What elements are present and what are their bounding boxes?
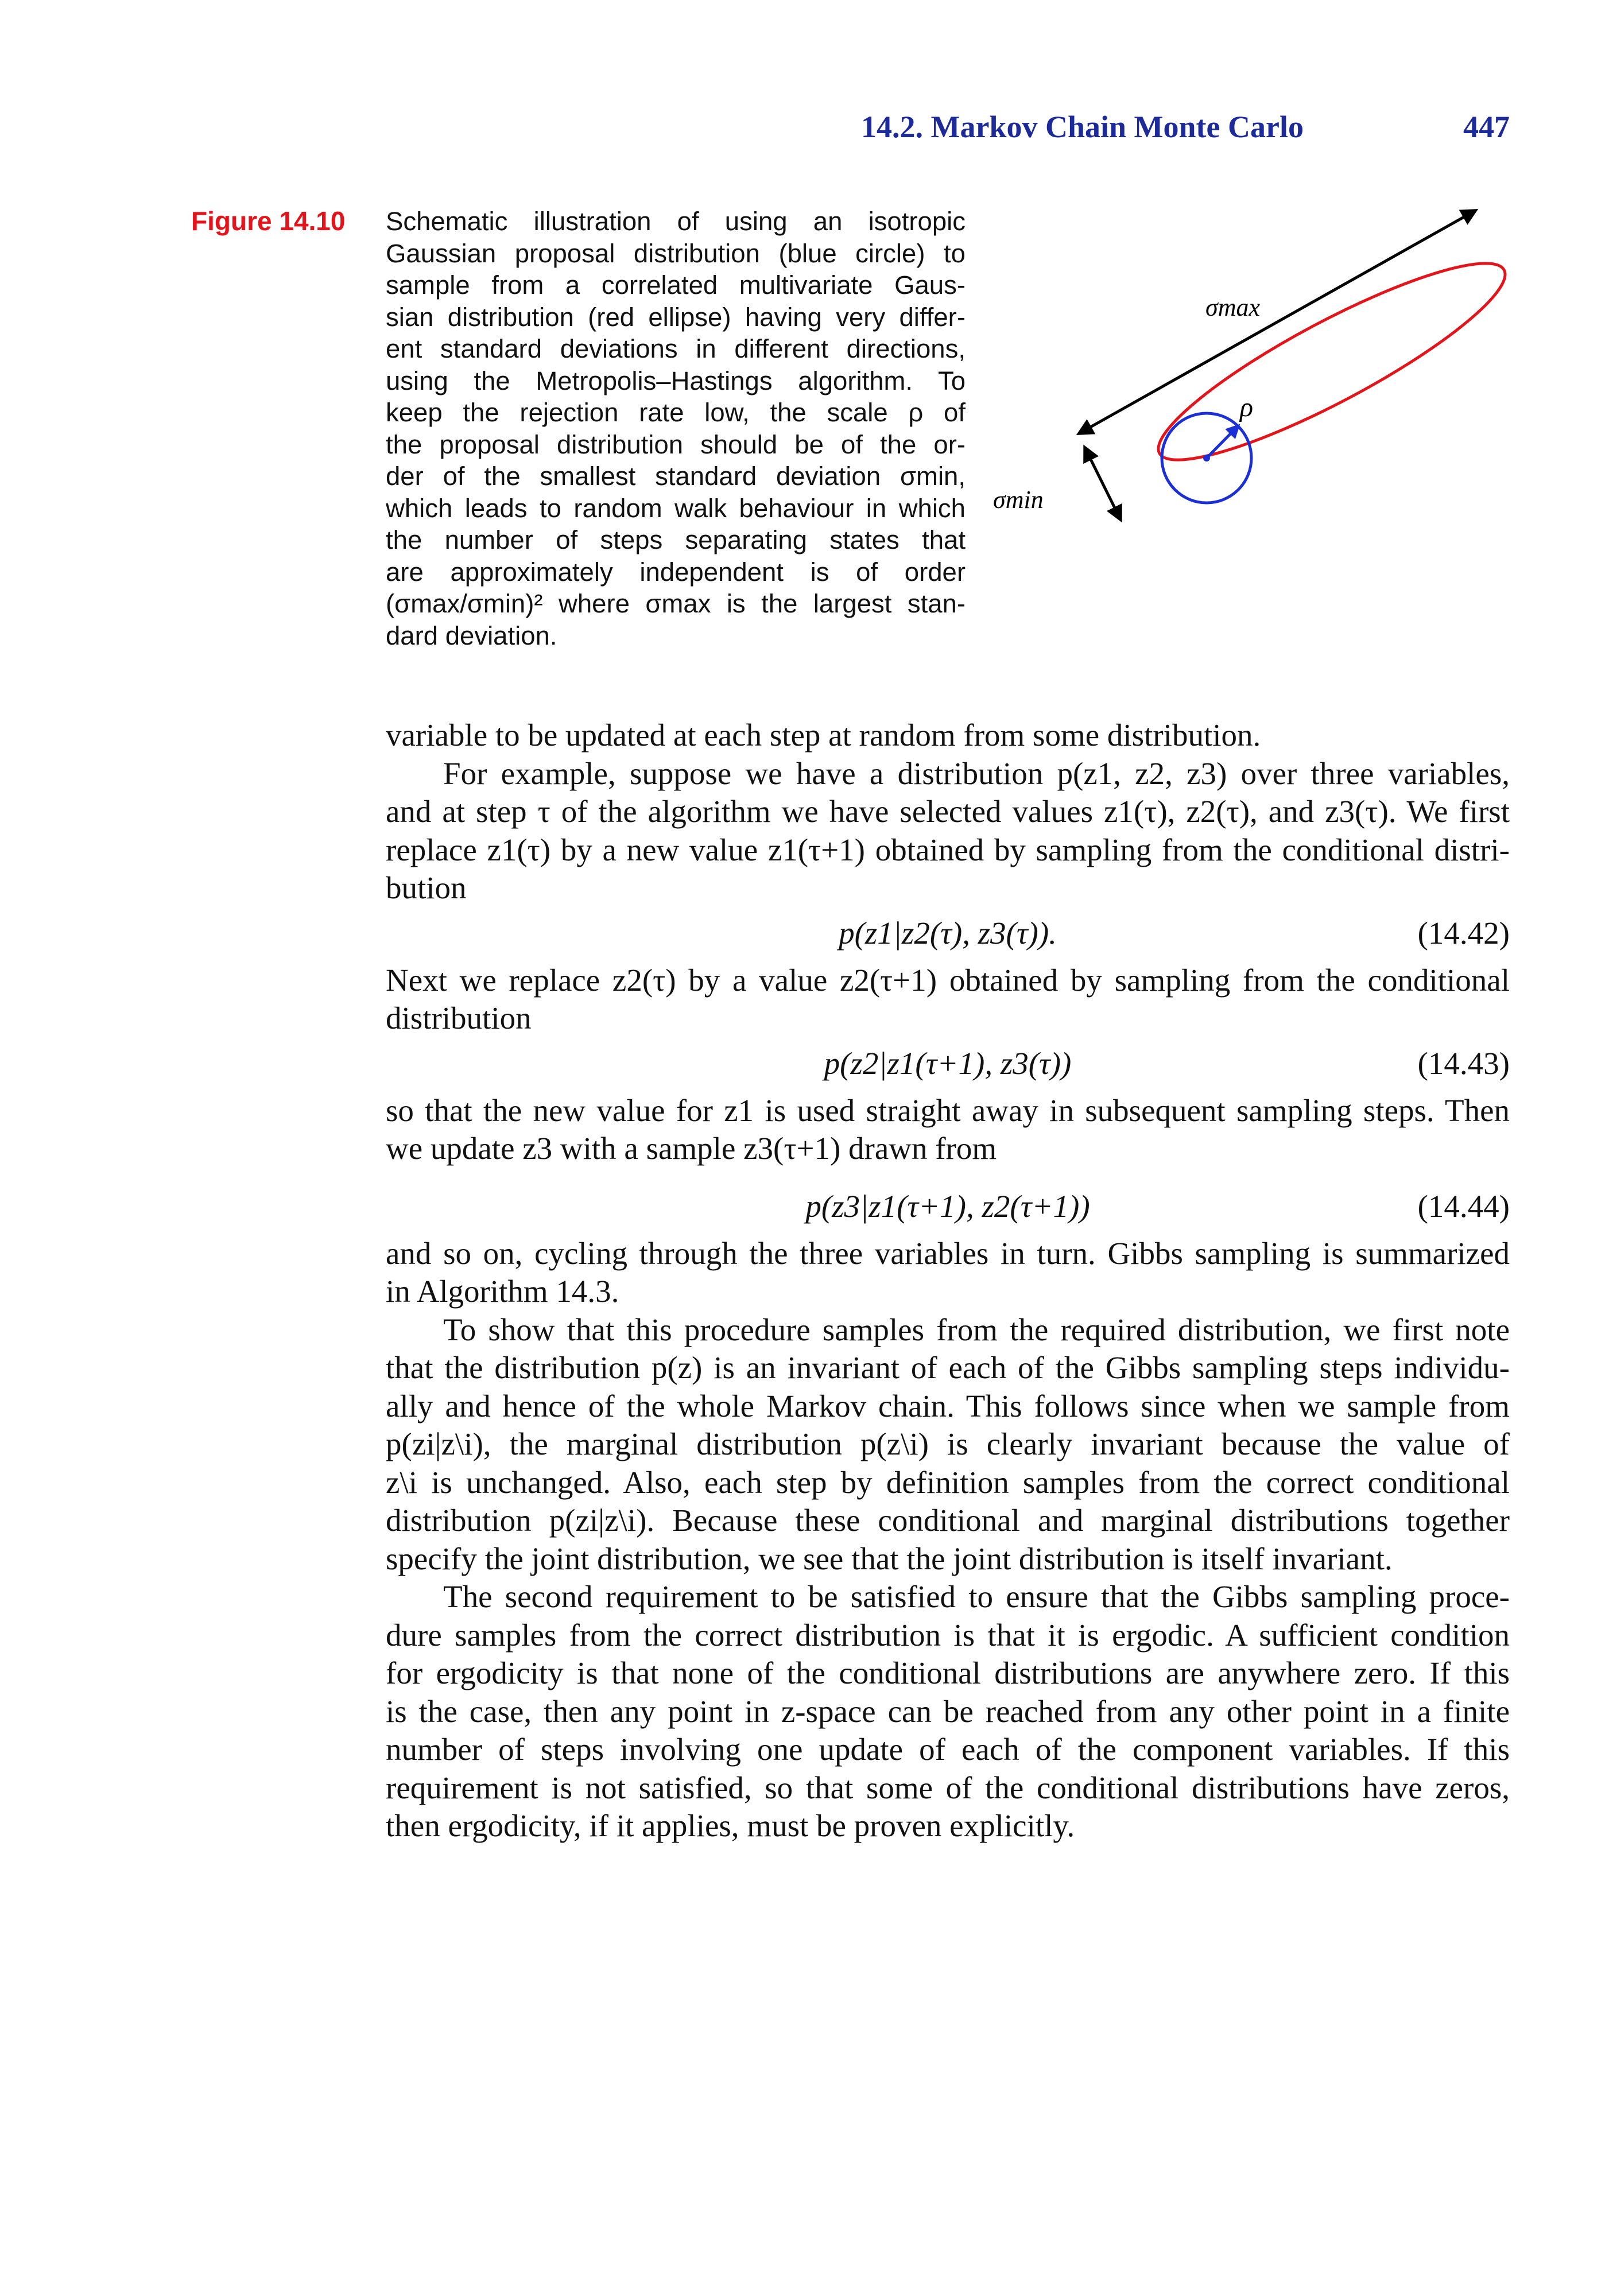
caption-line: ent standard deviations in different directions, — [386, 334, 966, 363]
section-title: 14.2. Markov Chain Monte Carlo — [861, 110, 1304, 144]
caption-line: (σmax/σmin)² where σmax is the largest stan- — [386, 589, 966, 618]
sigma-min-arrow — [1085, 448, 1121, 519]
body-line: bution — [386, 870, 467, 905]
equation-14-42 — [386, 912, 1510, 957]
rho-label: ρ — [1240, 392, 1254, 422]
sigma-max-label: σmax — [1205, 293, 1261, 321]
body-line: for ergodicity is that none of the conditional distributions are anywhere zero. If this — [386, 1655, 1510, 1690]
body-line: To show that this procedure samples from the required distribution, we first note — [443, 1312, 1510, 1347]
caption-line: Schematic illustration of using an isotropic — [386, 207, 966, 236]
body-line: distribution — [386, 1000, 532, 1035]
body-line: Next we replace z2(τ) by a value z2(τ+1) obtained by sampling from the conditional — [386, 962, 1510, 998]
caption-line: dard deviation. — [386, 620, 557, 650]
equation-expression: p(z1|z2(τ), z3(τ)). — [839, 915, 1057, 951]
body-line: so that the new value for z1 is used straight away in subsequent sampling steps. Then — [386, 1092, 1510, 1128]
red-ellipse — [1141, 235, 1515, 489]
body-text — [386, 716, 1510, 1845]
equation-14-44 — [386, 1185, 1510, 1230]
caption-line: sian distribution (red ellipse) having very differ- — [386, 302, 966, 332]
caption-line: which leads to random walk behaviour in which — [386, 493, 966, 523]
body-line: variable to be updated at each step at random from some distribution. — [386, 718, 1261, 753]
caption-line: are approximately independent is of order — [386, 557, 966, 587]
body-line: distribution p(zi|z\i). Because these conditional and marginal distributions together — [386, 1503, 1510, 1538]
caption-line: der of the smallest standard deviation σmin, — [386, 461, 966, 491]
body-line: then ergodicity, if it applies, must be proven explicitly. — [386, 1808, 1075, 1843]
body-line: ally and hence of the whole Markov chain. This follows since when we sample from — [386, 1388, 1510, 1424]
body-line: is the case, then any point in z-space can be reached from any other point in a finite — [386, 1693, 1510, 1729]
body-line: z\i is unchanged. Also, each step by definition samples from the correct conditional — [386, 1464, 1510, 1500]
caption-line: keep the rejection rate low, the scale ρ of — [386, 398, 966, 427]
equation-14-43 — [386, 1042, 1510, 1087]
caption-line: the number of steps separating states that — [386, 525, 966, 554]
schematic-figure — [987, 189, 1515, 545]
body-line: requirement is not satisfied, so that some of the conditional distributions have zeros, — [386, 1770, 1510, 1805]
equation-expression: p(z2|z1(τ+1), z3(τ)) — [824, 1045, 1072, 1081]
body-line: The second requirement to be satisfied to ensure that the Gibbs sampling proce- — [443, 1579, 1510, 1614]
body-line: p(zi|z\i), the marginal distribution p(z\i) is clearly invariant because the value of — [386, 1426, 1510, 1461]
page-number: 447 — [1463, 110, 1510, 144]
body-line: specify the joint distribution, we see that the joint distribution is itself invariant. — [386, 1541, 1393, 1576]
sigma-max-arrow — [1079, 211, 1475, 433]
figure-label: Figure 14.10 — [191, 206, 346, 236]
equation-number: (14.42) — [1417, 915, 1510, 951]
equation-expression: p(z3|z1(τ+1), z2(τ+1)) — [805, 1188, 1090, 1224]
body-line: number of steps involving one update of each of the component variables. If this — [386, 1732, 1510, 1767]
body-line: For example, suppose we have a distribution p(z1, z2, z3) over three variables, — [443, 755, 1510, 791]
equation-number: (14.44) — [1417, 1188, 1510, 1224]
caption-line: the proposal distribution should be of the or- — [386, 429, 966, 459]
body-line: and at step τ of the algorithm we have selected values z1(τ), z2(τ), and z3(τ). We first — [386, 794, 1510, 829]
body-line: and so on, cycling through the three variables in turn. Gibbs sampling is summarized — [386, 1235, 1510, 1271]
body-line: that the distribution p(z) is an invariant of each of the Gibbs sampling steps individu- — [386, 1350, 1510, 1385]
body-line: dure samples from the correct distribution is that it is ergodic. A sufficient condition — [386, 1617, 1510, 1653]
caption-line: Gaussian proposal distribution (blue circle) to — [386, 238, 966, 268]
equation-number: (14.43) — [1417, 1045, 1510, 1081]
body-line: we update z3 with a sample z3(τ+1) drawn from — [386, 1131, 997, 1166]
figure-caption — [386, 205, 966, 651]
sigma-min-label: σmin — [993, 486, 1044, 514]
body-line: in Algorithm 14.3. — [386, 1274, 619, 1309]
body-line: replace z1(τ) by a new value z1(τ+1) obtained by sampling from the conditional distri- — [386, 832, 1510, 867]
caption-line: sample from a correlated multivariate Gaus- — [386, 270, 966, 300]
caption-line: using the Metropolis–Hastings algorithm. To — [386, 366, 966, 395]
